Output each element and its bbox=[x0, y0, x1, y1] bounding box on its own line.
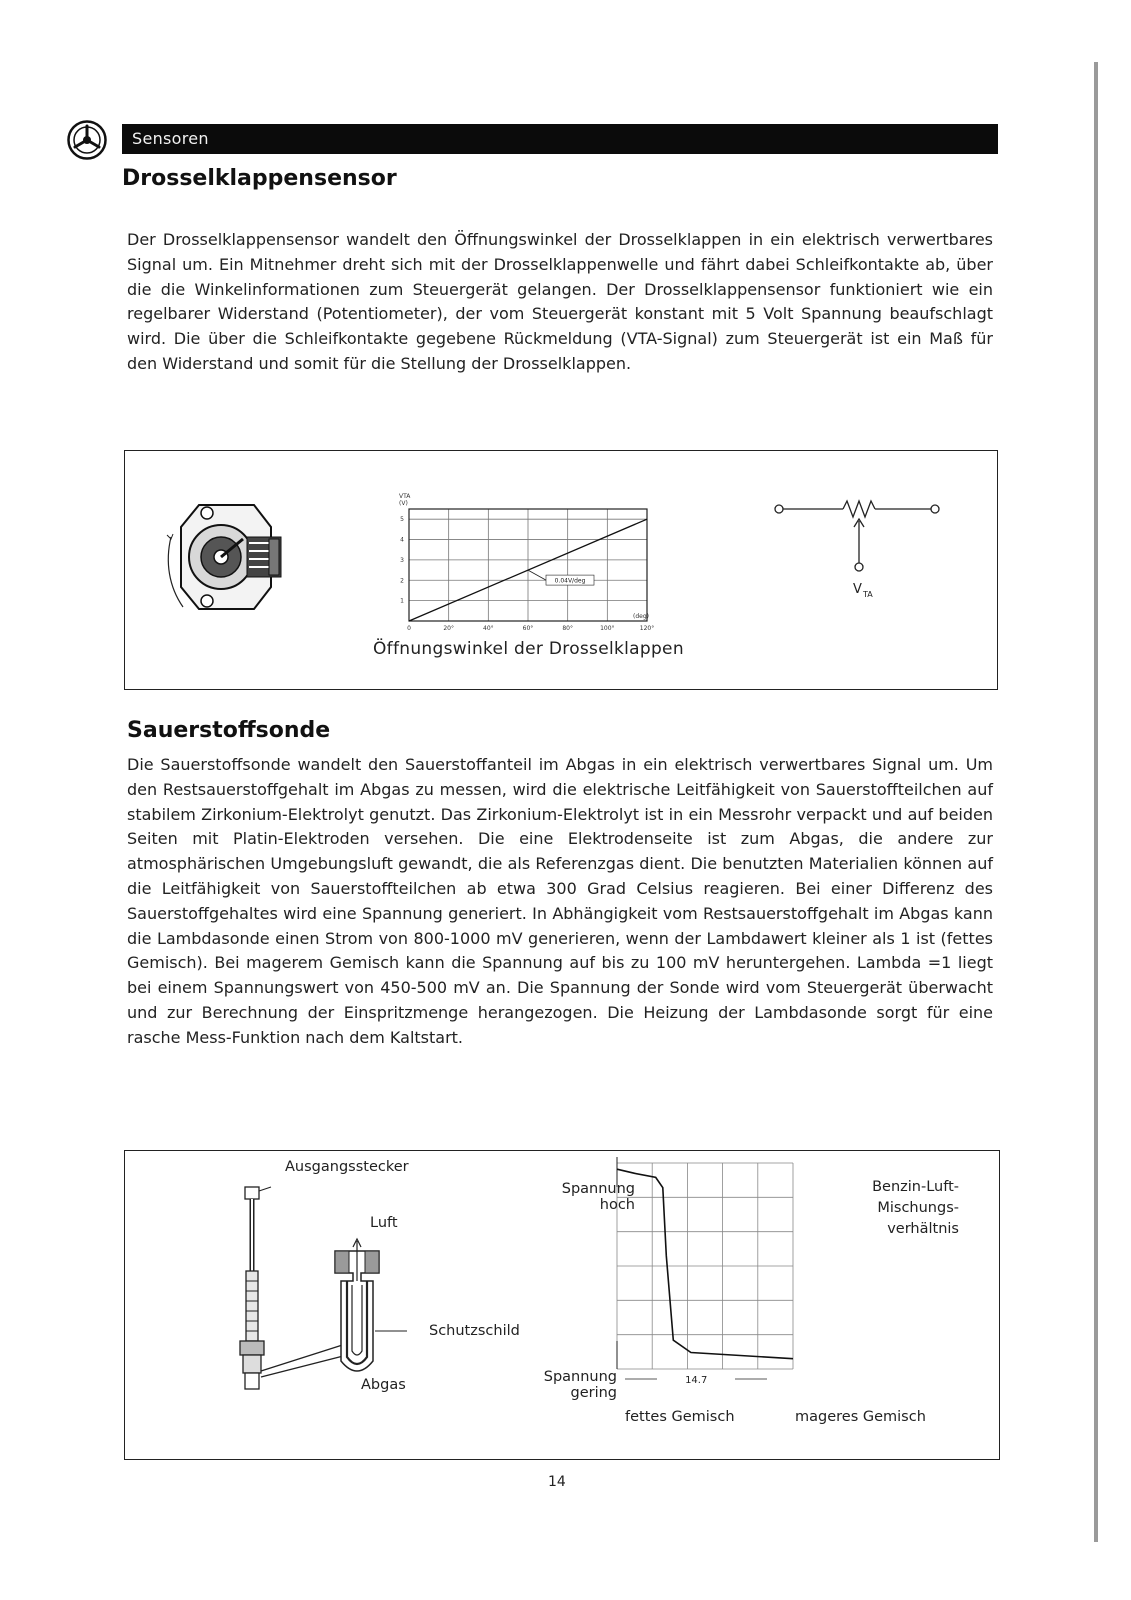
resistor-symbol-icon bbox=[765, 497, 965, 607]
vta-annotation-leader bbox=[528, 570, 546, 580]
figure-oxygen-sensor bbox=[124, 1150, 1000, 1460]
oxygen-probe-illustration bbox=[235, 1181, 445, 1431]
vta-y-tick-label: 2 bbox=[400, 577, 404, 585]
figure-caption-throttle: Öffnungswinkel der Drosselklappen bbox=[373, 639, 684, 659]
vta-x-tick-label: 60° bbox=[522, 625, 534, 631]
label-ratio-3: verhältnis bbox=[887, 1221, 959, 1237]
vta-x-tick-label: 0 bbox=[407, 625, 411, 631]
vta-y-tick-label: 3 bbox=[400, 556, 404, 564]
paragraph-drosselklappensensor: Der Drosselklappensensor wandelt den Öffnungswinkel der Drosselklappen in ein elektrisch verwertbares Signal um. Ein Mitnehmer dreht sich mit der Drosselklappenwelle und fährt dabei Schleifkontakte ab, über die die Winkelinformationen zum Steuergerät gelangen. Der Drosselklappensensor funktioniert wie ein regelbarer Widerstand (Potentiometer), der vom Steuergerät konstant mit 5 Volt Spannung beaufschlagt wird. Die über die Schleifkontakte gegebene Rückmeldung (VTA-Signal) zum Steuergerät ist ein Maß für den Widerstand und somit für die Stellung der Drosselklappen. bbox=[127, 230, 993, 373]
section-header-bar bbox=[122, 124, 998, 154]
vta-x-tick-label: 120° bbox=[639, 625, 655, 631]
heading-drosselklappensensor: Drosselklappensensor bbox=[122, 166, 397, 191]
vta-x-tick-label: 80° bbox=[562, 625, 573, 631]
vta-y-tick-label: 4 bbox=[400, 536, 404, 544]
resistor-label-sub: TA bbox=[863, 590, 873, 599]
section-header-label: Sensoren bbox=[132, 129, 209, 148]
vta-y-tick-label: 5 bbox=[400, 516, 404, 524]
heading-sauerstoffsonde: Sauerstoffsonde bbox=[127, 718, 331, 743]
label-shield: Schutzschild bbox=[429, 1323, 520, 1339]
page-edge bbox=[1094, 62, 1098, 1542]
vta-y-tick-label: 1 bbox=[400, 597, 404, 605]
label-ratio-2: Mischungs- bbox=[877, 1200, 959, 1216]
label-connector: Ausgangsstecker bbox=[285, 1159, 409, 1175]
label-voltage-low-2: gering bbox=[570, 1385, 617, 1401]
vta-x-tick-label: 100° bbox=[600, 625, 615, 631]
label-voltage-high-2: hoch bbox=[599, 1197, 635, 1213]
label-exhaust: Abgas bbox=[361, 1377, 406, 1393]
label-lean-mixture: mageres Gemisch bbox=[795, 1409, 926, 1425]
page-number: 14 bbox=[548, 1474, 566, 1490]
vta-y-axis-unit: (V) bbox=[399, 500, 408, 507]
label-rich-mixture: fettes Gemisch bbox=[625, 1409, 735, 1425]
vta-annotation-label: 0.04V/deg bbox=[554, 577, 586, 585]
label-ratio-1: Benzin-Luft- bbox=[872, 1179, 959, 1195]
paragraph-sauerstoffsonde: Die Sauerstoffsonde wandelt den Sauerstoffanteil im Abgas in ein elektrisch verwertbares Signal um. Um den Restsauerstoffgehalt im Abgas zu messen, wird die elektrische Leitfähigkeit von Sauerstoffteilchen auf stabilem Zirkonium-Elektrolyt genutzt. Das Zirkonium-Elektrolyt ist in ein Messrohr verpackt und auf beiden Seiten mit Platin-Elektroden versehen. Die eine Elektrodenseite ist zum Abgas, die andere zur atmosphärischen Umgebungsluft gewandt, die als Referenzgas dient. Die benutzten Materialien können auf die Leitfähigkeit von Sauerstoffteilchen ab etwa 300 Grad Celsius reagieren. Bei einer Differenz des Sauerstoffgehaltes wird eine Spannung generiert. In Abhängigkeit vom Restsauerstoffgehalt im Abgas kann die Lambdasonde einen Strom von 800-1000 mV generieren, wenn der Lambdawert kleiner als 1 ist (fettes Gemisch). Bei magerem Gemisch kann die Spannung auf bis zu 100 mV heruntergehen. Lambda =1 liegt bei einem Spannungswert von 450-500 mV an. Die Spannung der Sonde wird vom Steuergerät überwacht und zur Berechnung der Einspritzmenge herangezogen. Die Heizung der Lambdasonde sorgt für eine rasche Mess-Funktion nach dem Kaltstart. bbox=[127, 755, 993, 1047]
label-mixture-ratio bbox=[849, 1177, 959, 1240]
vta-x-tick-label: 40° bbox=[483, 625, 494, 631]
label-air: Luft bbox=[370, 1215, 398, 1231]
vta-chart bbox=[387, 491, 667, 631]
vta-x-tick-label: 20° bbox=[443, 625, 454, 631]
lambda-stoich-label: 14.7 bbox=[685, 1375, 708, 1386]
label-voltage-low-1: Spannung bbox=[543, 1369, 617, 1385]
vta-x-axis-unit: (deg) bbox=[633, 613, 649, 620]
label-voltage-low bbox=[507, 1369, 617, 1401]
resistor-label: V bbox=[853, 582, 862, 597]
brand-logo-icon bbox=[67, 120, 107, 160]
label-voltage-high bbox=[525, 1181, 635, 1213]
figure-throttle-sensor bbox=[124, 450, 998, 690]
label-voltage-high-1: Spannung bbox=[561, 1181, 635, 1197]
throttle-sensor-illustration bbox=[159, 487, 299, 627]
vta-y-axis-title: VTA bbox=[399, 493, 411, 500]
